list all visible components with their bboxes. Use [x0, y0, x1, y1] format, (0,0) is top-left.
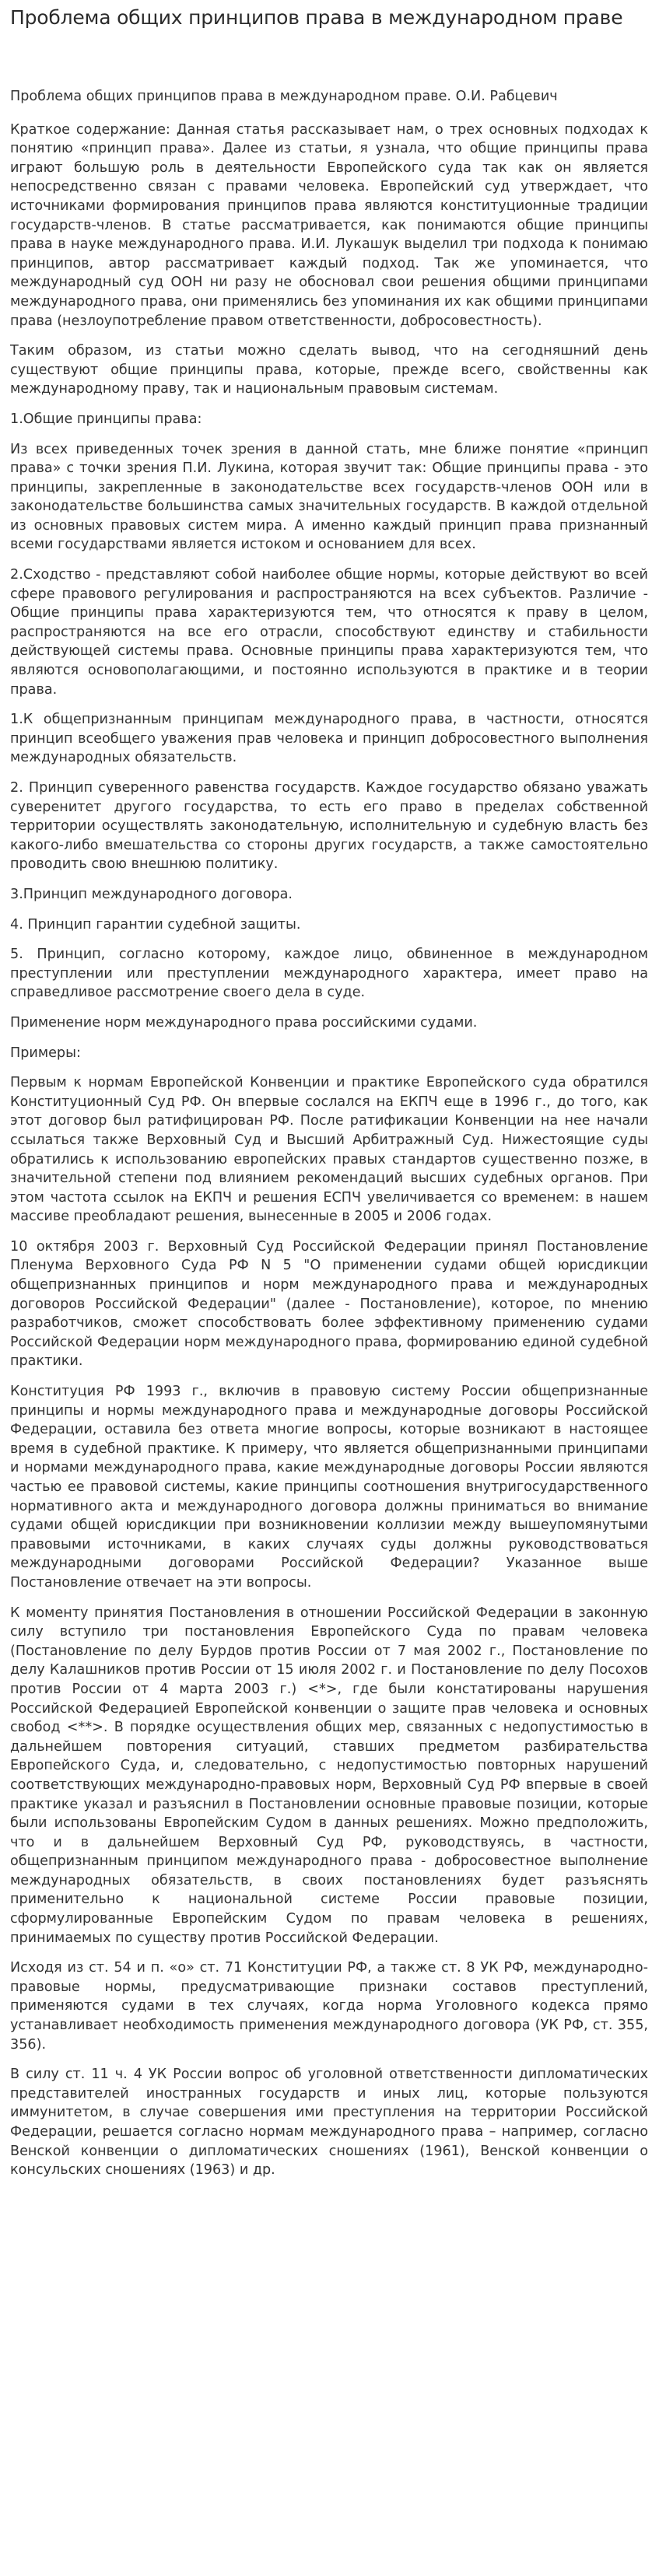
- article-heading: Проблема общих принципов права в международном праве. О.И. Рабцевич: [10, 89, 558, 104]
- section-heading-general-principles: 1.Общие принципы права:: [10, 411, 202, 427]
- list-item-principle-1: 1.К общепризнанным принципам международного права, в частности, относятся принцип всеобщего уважения прав человека и принцип добросовестного выполнения международных обязательств.: [10, 712, 648, 766]
- list-item-principle-3: 3.Принцип международного договора.: [10, 886, 293, 902]
- principle-definition-paragraph: Из всех приведенных точек зрения в данной стать, мне ближе понятие «принцип права» с точки зрения П.И. Лукина, которая звучит так: Общие принципы права - это принципы, закрепленные в законодательстве всех государств-членов ООН или в законодательстве большинства самых значительных государств. В каждой отдельной из основных правовых систем мира. А именно каждый принцип права признанный всеми государствами является истоком и основанием для всех.: [10, 441, 648, 553]
- example-paragraph-ecthr-judgments: К моменту принятия Постановления в отношении Российской Федерации в законную силу вступило три постановления Европейского Суда по правам человека (Постановление по делу Бурдов против России от 7 мая 2002 г., Постановление по делу Калашников против России от 15 июля 2002 г. и Постановление по делу Посохов против России от 4 марта 2003 г.) <*>, где были констатированы нарушения Российской Федерацией Европейской конвенции о защите прав человека и основных свобод <**>. В порядке осуществления общих мер, связанных с недопустимостью в дальнейшем повторения ситуаций, ставших предметом разбирательства Европейского Суда, и, следовательно, с недопустимостью повторных нарушений соответствующих международно-правовых норм, Верховный Суд РФ впервые в своей практике указал и разъяснил в Постановлении основные правовые позиции, которые были использованы Европейским Судом в данных решениях. Можно предположить, что и в дальнейшем Верховный Суд РФ, руководствуясь, в частности, общепризнанным принципом международного права - добросовестное выполнение международных обязательств, в своих постановлениях будет разъяснять применительно к национальной системе России правовые позиции, сформулированные Европейским Судом по правам человека в решениях, принимаемых по существу против Российской Федерации.: [10, 1605, 648, 1946]
- example-paragraph-plenum: 10 октября 2003 г. Верховный Суд Российской Федерации принял Постановление Пленума Верховного Суда РФ N 5 "О применении судами общей юрисдикции общепризнанных принципов и норм международного права и международных договоров Российской Федерации" (далее - Постановление), которое, по мнению разработчиков, сможет способствовать более эффективному применению судами Российской Федерации норм международного права, формированию единой судебной практики.: [10, 1238, 648, 1370]
- list-item-principle-4: 4. Принцип гарантии судебной защиты.: [10, 916, 301, 933]
- conclusion-paragraph: Таким образом, из статьи можно сделать вывод, что на сегодняшний день существуют общие принципы права, которые, прежде всего, свойственны как международному праву, так и национальным правовым системам.: [10, 343, 648, 397]
- examples-heading: Примеры:: [10, 1045, 81, 1061]
- example-paragraph-constitution: Конституция РФ 1993 г., включив в правовую систему России общепризнанные принципы и нормы международного права и международные договоры Российской Федерации, оставила без ответа многие вопросы, которые возникают в настоящее время в судебной практике. К примеру, что является общепризнанными принципами и нормами международного права, какие международные договоры России являются частью ее правовой системы, какие принципы соотношения внутригосударственного нормативного акта и международного договора должны приниматься во внимание судами общей юрисдикции при возникновении коллизии между вышеупомянутыми правовыми источниками, в каких случаях суды должны руководствоваться международными договорами Российской Федерации? Указанное выше Постановление отвечает на эти вопросы.: [10, 1384, 648, 1591]
- list-item-principle-5: 5. Принцип, согласно которому, каждое лицо, обвиненное в международном преступлении или преступлении международного характера, имеет право на справедливое рассмотрение своего дела в суде.: [10, 947, 648, 1001]
- example-paragraph-criminal-code: Исходя из ст. 54 и п. «о» ст. 71 Конституции РФ, а также ст. 8 УК РФ, международно-правовые нормы, предусматривающие признаки составов преступлений, применяются судами в тех случаях, когда норма Уголовного кодекса прямо устанавливает необходимость применения международного договора (УК РФ, ст. 355, 356).: [10, 1960, 648, 2053]
- example-paragraph-immunity: В силу ст. 11 ч. 4 УК России вопрос об уголовной ответственности дипломатических представителей иностранных государств и иных лиц, которые пользуются иммунитетом, в случае совершения ими преступления на территории Российской Федерации, решается согласно нормам международного права – например, согласно Венской конвенции о дипломатических сношениях (1961), Венской конвенции о консульских сношениях (1963) и др.: [10, 2067, 648, 2179]
- example-paragraph-echr: Первым к нормам Европейской Конвенции и практике Европейского суда обратился Конституционный Суд РФ. Он впервые сослался на ЕКПЧ еще в 1996 г., до того, как этот договор был ратифицирован РФ. После ратификации Конвенции на нее начали ссылаться также Верховный Суд и Высший Арбитражный Суд. Нижестоящие суды обратились к использованию европейских правых стандартов существенно позже, в значительной степени под влиянием рекомендаций высших судебных органов. При этом частота ссылок на ЕКПЧ и решения ЕСПЧ увеличивается со временем: в нашем массиве преобладают решения, вынесенные в 2005 и 2006 годах.: [10, 1075, 648, 1225]
- summary-paragraph: Краткое содержание: Данная статья рассказывает нам, о трех основных подходах к понятию «принцип права». Далее из статьи, я узнала, что общие принципы права играют большую роль в деятельности Европейского суда так как он является непосредственно связан с правами человека. Европейский суд утверждает, что источниками формирования принципов права являются конституционные традиции государств-членов. В статье рассматривается, как понимаются общие принципы права в науке международного права. И.И. Лукашук выделил три подхода к понимаю принципов, автор рассматривает каждый подход. Так же упоминается, что международный суд ООН ни разу не обосновал свои решения общими принципами международного права, они применялись без упоминания их как общими принципами права (незлоупотребление правом ответственности, добросовестность).: [10, 121, 648, 329]
- list-item-principle-2: 2. Принцип суверенного равенства государств. Каждое государство обязано уважать суверенитет другого государства, то есть его право в пределах собственной территории осуществлять законодательную, исполнительную и судебную власть без какого-либо вмешательства со стороны других государств, а также самостоятельно проводить свою внешнюю политику.: [10, 780, 648, 873]
- similarity-difference-paragraph: 2.Сходство - представляют собой наиболее общие нормы, которые действуют во всей сфере правового регулирования и распространяются на всех субъектов. Различие - Общие принципы права характеризуются тем, что относятся к праву в целом, распространяются на все его отрасли, способствуют единству и стабильности действующей системы права. Основные принципы права характеризуются тем, что являются основополагающими, и постоянно используются в практике и в теории права.: [10, 567, 648, 698]
- page-title: Проблема общих принципов права в международном праве: [10, 6, 623, 29]
- article-body: [10, 87, 648, 2180]
- section-heading-application: Применение норм международного права российскими судами.: [10, 1014, 478, 1031]
